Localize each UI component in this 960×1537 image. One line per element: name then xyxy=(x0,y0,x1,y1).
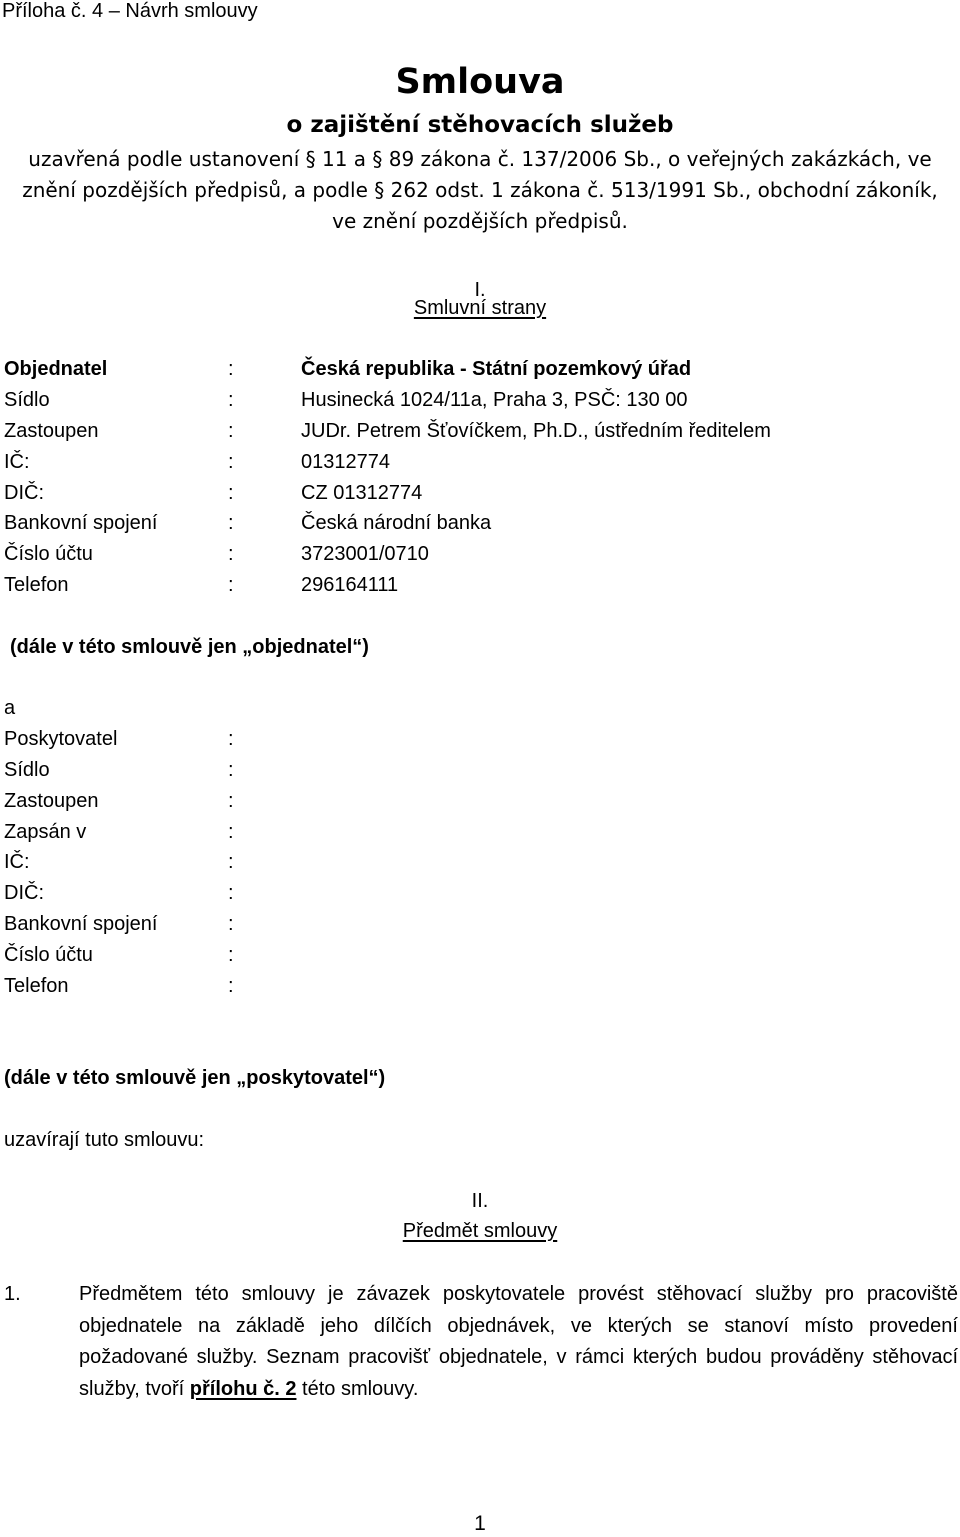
field-colon: : xyxy=(228,728,234,750)
field-label: Zapsán v xyxy=(4,821,87,843)
section-title: Předmět smlouvy xyxy=(402,1220,558,1242)
legal-basis-line: ve znění pozdějších předpisů. xyxy=(332,209,628,233)
legal-basis-line: uzavřená podle ustanovení § 11 a § 89 zákona č. 137/2006 Sb., o veřejných zakázkách, ve xyxy=(28,147,932,171)
field-colon: : xyxy=(228,451,234,473)
field-colon: : xyxy=(228,358,234,380)
page-number: 1 xyxy=(474,1512,486,1535)
legal-basis-line: znění pozdějších předpisů, a podle § 262 odst. 1 zákona č. 513/1991 Sb., obchodní zákoník, xyxy=(22,178,938,202)
clause-text-main: Předmětem této smlouvy je závazek poskytovatele provést stěhovací služby pro pracoviště objednatele na základě jeho dílčích objednávek, ve kterých se stanoví místo provedení požadované služby. Seznam pracovišť objednatele, v rámci kterých budou prováděny stěhovací služby, tvoří xyxy=(79,1283,958,1400)
field-colon: : xyxy=(228,851,234,873)
field-label: Telefon xyxy=(4,574,69,596)
field-colon: : xyxy=(228,389,234,411)
field-label: Sídlo xyxy=(4,389,50,411)
field-colon: : xyxy=(228,975,234,997)
closing-statement: uzavírají tuto smlouvu: xyxy=(4,1129,205,1151)
document-title: Smlouva xyxy=(395,62,565,102)
section-title: Smluvní strany xyxy=(413,297,547,319)
field-label: Telefon xyxy=(4,975,69,997)
section-number: II. xyxy=(471,1190,489,1212)
field-label: DIČ: xyxy=(4,882,44,904)
field-value: Česká národní banka xyxy=(301,512,492,534)
conjunction: a xyxy=(4,697,16,719)
field-label: Číslo účtu xyxy=(4,944,93,966)
field-value: 3723001/0710 xyxy=(301,543,429,565)
section-title-wrap xyxy=(0,297,960,320)
section-title-wrap xyxy=(0,1220,960,1243)
field-colon: : xyxy=(228,790,234,812)
field-label: Zastoupen xyxy=(4,420,99,442)
field-label: IČ: xyxy=(4,451,30,473)
field-colon: : xyxy=(228,759,234,781)
field-value: 296164111 xyxy=(301,574,399,596)
field-label: IČ: xyxy=(4,851,30,873)
provider-designation-note: (dále v této smlouvě jen „poskytovatel“) xyxy=(4,1067,386,1089)
field-colon: : xyxy=(228,944,234,966)
field-colon: : xyxy=(228,882,234,904)
field-value: 01312774 xyxy=(301,451,390,473)
field-label: Bankovní spojení xyxy=(4,913,158,935)
field-colon: : xyxy=(228,512,234,534)
clause-text-end: této smlouvy. xyxy=(302,1377,419,1400)
document-subtitle: o zajištění stěhovacích služeb xyxy=(286,112,674,138)
section-number: I. xyxy=(474,279,486,301)
attachment-note: Příloha č. 4 – Návrh smlouvy xyxy=(2,0,258,22)
field-label: Objednatel xyxy=(4,358,108,380)
field-colon: : xyxy=(228,913,234,935)
field-label: Poskytovatel xyxy=(4,728,118,750)
field-label: Číslo účtu xyxy=(4,543,93,565)
field-value: Česká republika - Státní pozemkový úřad xyxy=(301,358,692,380)
field-label: DIČ: xyxy=(4,482,44,504)
field-value: Husinecká 1024/11a, Praha 3, PSČ: 130 00 xyxy=(301,389,688,411)
clause-1 xyxy=(4,1279,958,1405)
field-colon: : xyxy=(228,420,234,442)
field-colon: : xyxy=(228,482,234,504)
attachment-reference: přílohu č. 2 xyxy=(189,1377,297,1400)
clause-number: 1. xyxy=(4,1283,21,1305)
field-label: Sídlo xyxy=(4,759,50,781)
field-label: Zastoupen xyxy=(4,790,99,812)
field-label: Bankovní spojení xyxy=(4,512,158,534)
field-colon: : xyxy=(228,821,234,843)
field-colon: : xyxy=(228,543,234,565)
field-value: JUDr. Petrem Šťovíčkem, Ph.D., ústředním ředitelem xyxy=(301,420,771,442)
field-value: CZ 01312774 xyxy=(301,482,423,504)
field-colon: : xyxy=(228,574,234,596)
clause-text xyxy=(79,1279,958,1405)
client-designation-note: (dále v této smlouvě jen „objednatel“) xyxy=(10,636,369,658)
